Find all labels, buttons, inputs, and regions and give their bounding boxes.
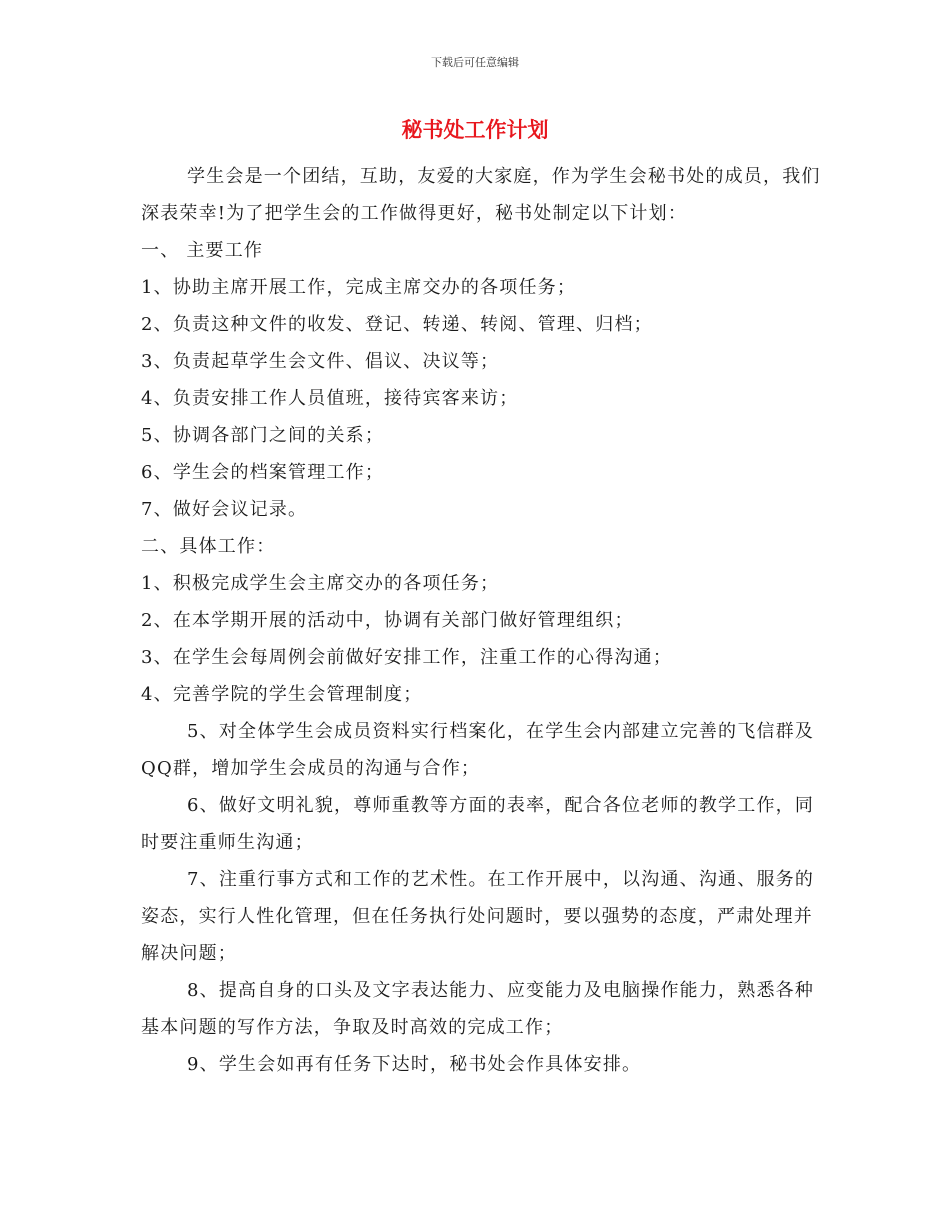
list-item: 4、完善学院的学生会管理制度； bbox=[141, 684, 423, 705]
list-item: 5、对全体学生会成员资料实行档案化，在学生会内部建立完善的飞信群及QQ群，增加学生会成员的沟通与合作； bbox=[141, 721, 815, 779]
list-item: 2、在本学期开展的活动中，协调有关部门做好管理组织； bbox=[141, 610, 634, 631]
list-item: 1、积极完成学生会主席交办的各项任务； bbox=[141, 573, 500, 594]
list-item: 4、负责安排工作人员值班，接待宾客来访； bbox=[141, 388, 519, 409]
intro-paragraph: 学生会是一个团结，互助，友爱的大家庭，作为学生会秘书处的成员，我们深表荣幸!为了把学生会的工作做得更好，秘书处制定以下计划： bbox=[141, 166, 821, 224]
list-item: 2、负责这种文件的收发、登记、转递、转阅、管理、归档； bbox=[141, 314, 653, 335]
list-item: 3、在学生会每周例会前做好安排工作，注重工作的心得沟通； bbox=[141, 647, 673, 668]
list-item: 7、注重行事方式和工作的艺术性。在工作开展中，以沟通、沟通、服务的姿态，实行人性化管理，但在任务执行处问题时，要以强势的态度，严肃处理并解决问题； bbox=[141, 869, 815, 964]
list-item: 3、负责起草学生会文件、倡议、决议等； bbox=[141, 351, 500, 372]
section-heading-main-work: 一、 主要工作 bbox=[141, 240, 264, 261]
list-item: 8、提高自身的口头及文字表达能力、应变能力及电脑操作能力，熟悉各种基本问题的写作方法，争取及时高效的完成工作； bbox=[141, 980, 815, 1038]
list-item: 5、协调各部门之间的关系； bbox=[141, 425, 385, 446]
list-item: 9、学生会如再有任务下达时，秘书处会作具体安排。 bbox=[187, 1054, 642, 1075]
page-header-note: 下载后可任意编辑 bbox=[431, 56, 519, 69]
section-heading-specific-work: 二、具体工作： bbox=[141, 536, 276, 557]
list-item: 7、做好会议记录。 bbox=[141, 499, 308, 520]
document-title: 秘书处工作计划 bbox=[401, 118, 549, 142]
document-body bbox=[141, 158, 831, 1083]
list-item: 6、做好文明礼貌，尊师重教等方面的表率，配合各位老师的教学工作，同时要注重师生沟通； bbox=[141, 795, 815, 853]
list-item: 6、学生会的档案管理工作； bbox=[141, 462, 385, 483]
list-item: 1、协助主席开展工作，完成主席交办的各项任务； bbox=[141, 277, 577, 298]
